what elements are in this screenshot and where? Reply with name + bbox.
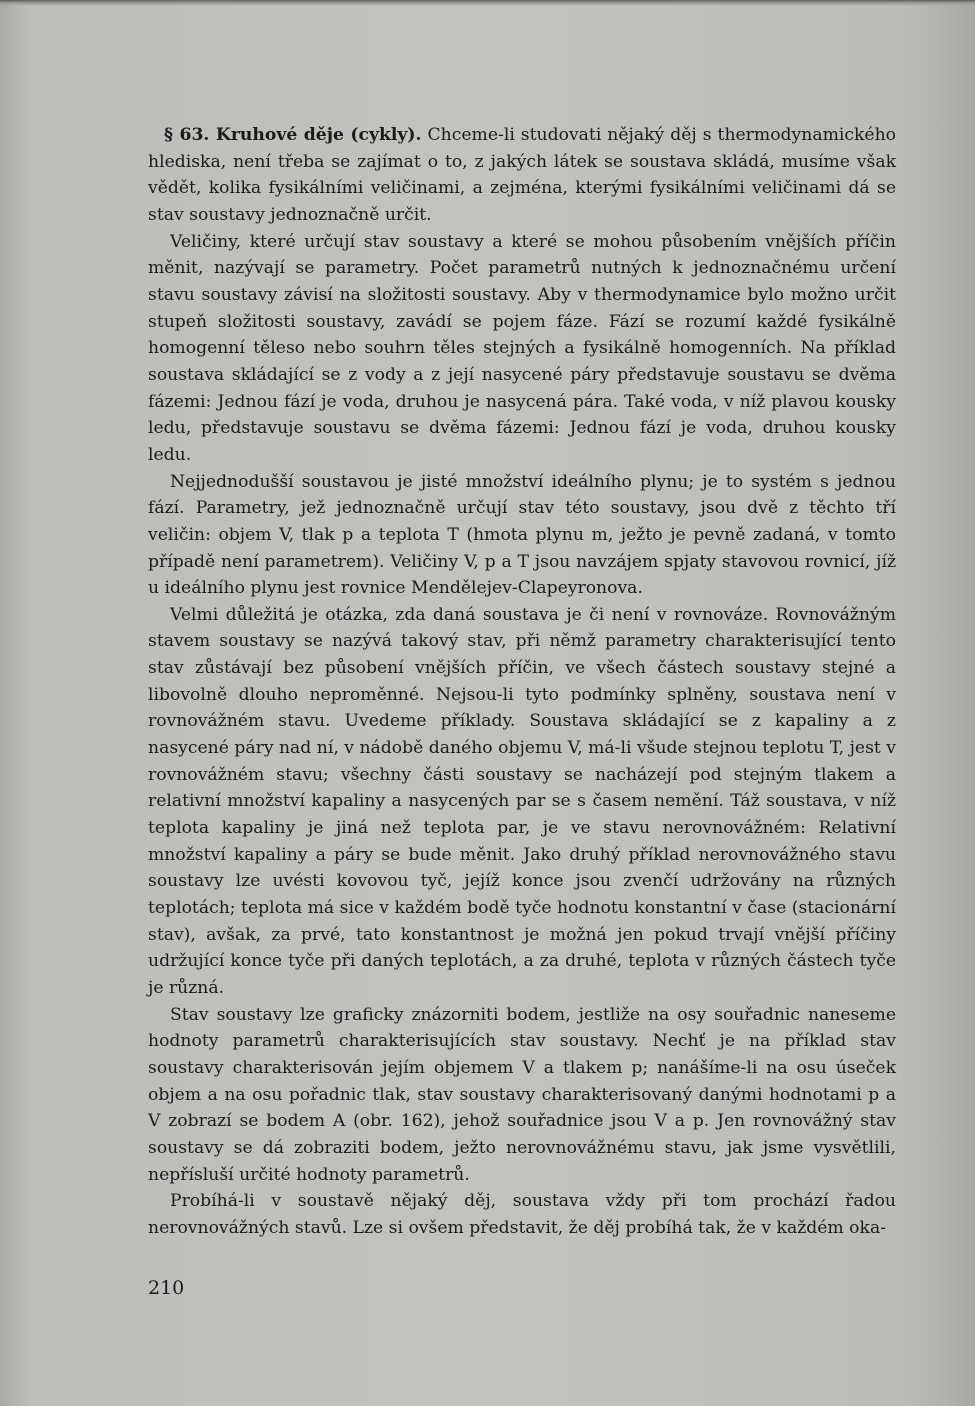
paragraph-3: Nejjednodušší soustavou je jisté množství ideálního plynu; je to systém s jednou fází. Parametry, jež jednoznačně určují stav této soustavy, jsou dvě z těchto tří veličin: objem V, tlak p a teplota T (hmota plynu m, ježto je pevně zadaná, v tomto případě není parametrem). Veličiny V, p a T jsou navzájem spjaty stavovou rovnicí, jíž u ideálního plynu jest rovnice Mendělejev-Clapeyronova. xyxy=(148,471,896,599)
paragraph-4: Velmi důležitá je otázka, zda daná soustava je či není v rovnováze. Rovnovážným stavem soustavy se nazývá takový stav, při němž parametry charakterisující tento stav zůstávají bez působení vnějších příčin, ve všech částech soustavy stejné a libovolně dlouho neproměnné. Nejsou-li tyto podmínky splněny, soustava není v rovnovážném stavu. Uvedeme příklady. Soustava skládající se z kapaliny a z nasycené páry nad ní, v nádobě daného objemu V, má-li všude stejnou teplotu T, jest v rovnovážném stavu; všechny části soustavy se nacházejí pod stejným tlakem a relativní množství kapaliny a nasycených par se s časem nemění. Táž soustava, v níž teplota kapaliny je jiná než teplota par, je ve stavu nerovnovážném: Relativní množství kapaliny a páry se bude měnit. Jako druhý příklad nerovnovážného stavu soustavy lze uvésti kovovou tyč, jejíž konce jsou zvenčí udržovány na různých teplotách; teplota má sice v každém bodě tyče hodnotu konstantní v čase (stacionární stav), avšak, za prvé, tato konstantnost je možná jen pokud trvají vnější příčiny udržující konce tyče při daných teplotách, a za druhé, teplota v různých částech tyče je různá. xyxy=(148,604,896,998)
paragraph-1-text: Chceme-li studovati nějaký děj s thermodynamického hlediska, není třeba se zajímat o to, z jakých látek se soustava skládá, musíme však vědět, kolika fysikálními veličinami, a zejména, kterými fysikálními veličinami dá se stav soustavy jednoznačně určit. xyxy=(148,125,896,225)
paragraph-2: Veličiny, které určují stav soustavy a které se mohou působením vnějších příčin měnit, nazývají se parametry. Počet parametrů nutných k jednoznačnému určení stavu soustavy závisí na složitosti soustavy. Aby v thermodynamice bylo možno určit stupeň složitosti soustavy, zavádí se pojem fáze. Fází se rozumí každé fysikálně homogenní těleso nebo souhrn těles stejných a fysikálně homogenních. Na příklad soustava skládající se z vody a z její nasycené páry představuje soustavu se dvěma fázemi: Jednou fází je voda, druhou je nasycená pára. Také voda, v níž plavou kousky ledu, představuje soustavu se dvěma fázemi: Jednou fází je voda, druhou kousky ledu. xyxy=(148,231,896,465)
section-heading: § 63. Kruhové děje (cykly). xyxy=(164,125,422,145)
section-text xyxy=(148,122,896,1242)
paragraph-5: Stav soustavy lze graficky znázorniti bodem, jestliže na osy souřadnic naneseme hodnoty parametrů charakterisujících stav soustavy. Nechť je na příklad stav soustavy charakterisován jejím objemem V a tlakem p; nanášíme-li na osu úseček objem a na osu pořadnic tlak, stav soustavy charakterisovaný danými hodnotami p a V zobrazí se bodem A (obr. 162), jehož souřadnice jsou V a p. Jen rovnovážný stav soustavy se dá zobraziti bodem, ježto nerovnovážnému stavu, jak jsme vysvětlili, nepřísluší určité hodnoty parametrů. xyxy=(148,1004,896,1185)
page-number: 210 xyxy=(148,1277,185,1299)
paragraph-1 xyxy=(148,122,896,229)
paragraph-6: Probíhá-li v soustavě nějaký děj, soustava vždy při tom prochází řadou nerovnovážných stavů. Lze si ovšem představit, že děj probíhá tak, že v každém oka- xyxy=(148,1191,896,1238)
page-top-edge xyxy=(0,0,975,6)
